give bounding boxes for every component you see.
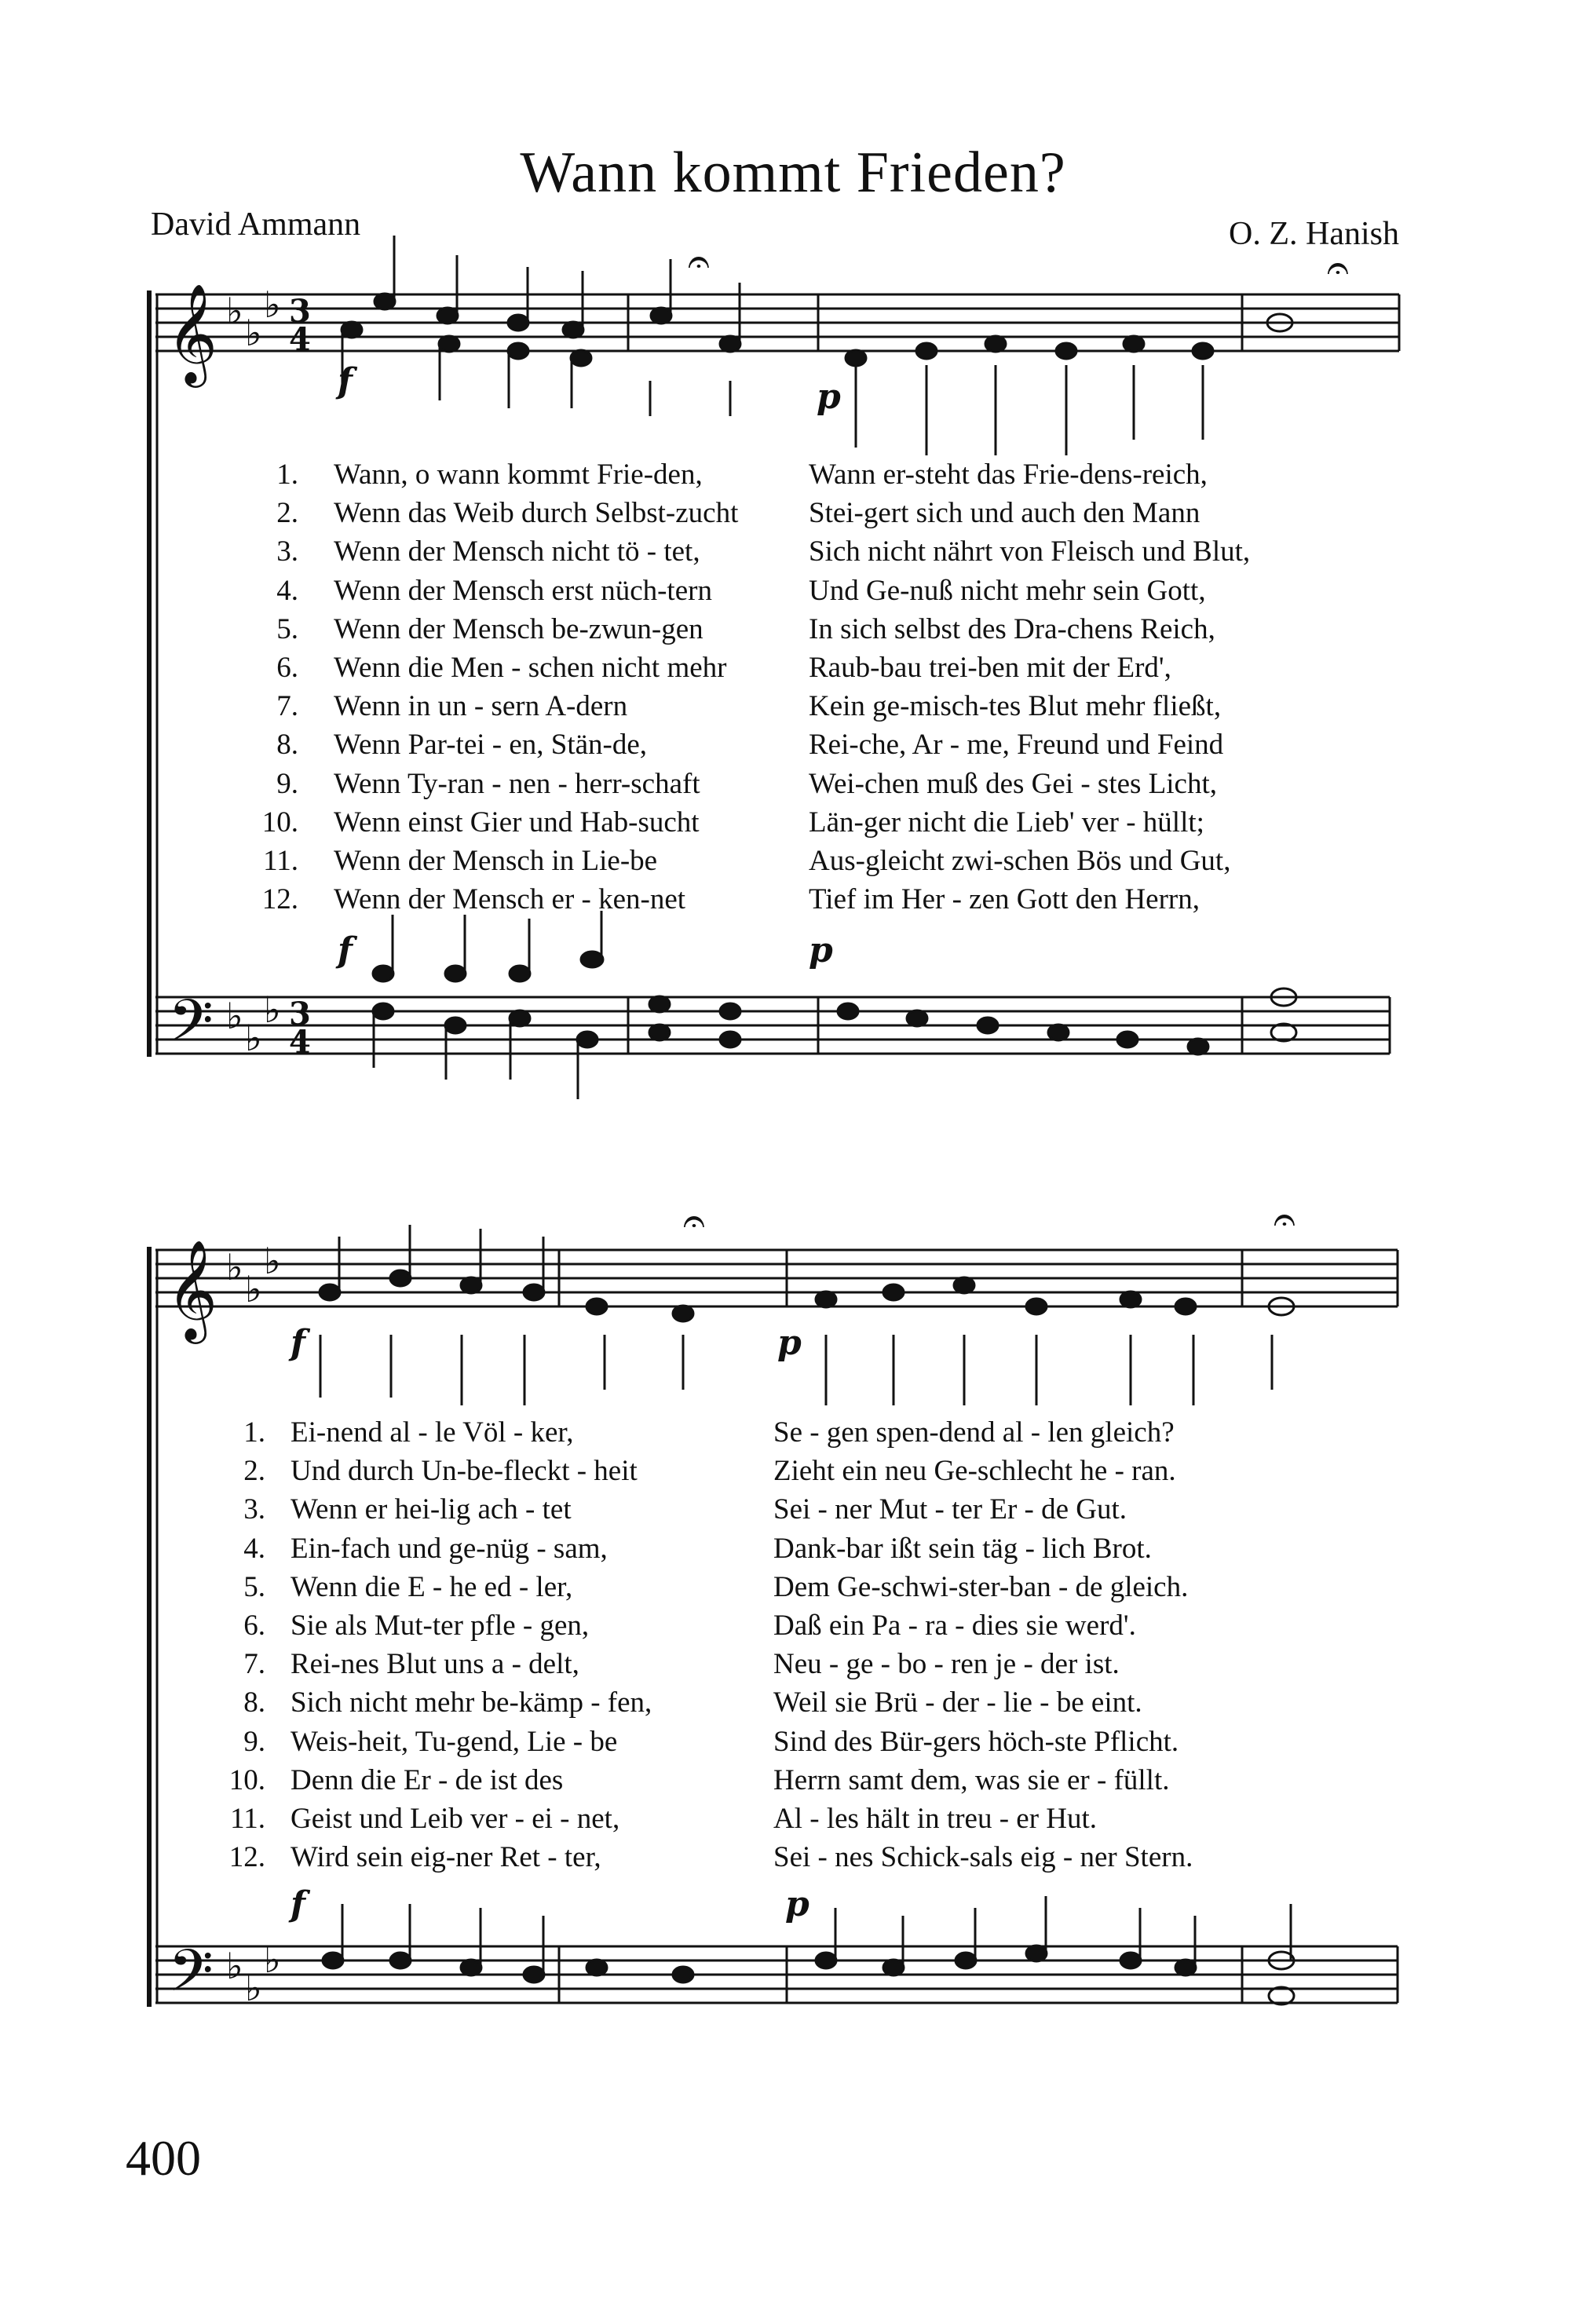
svg-text:𝄐: 𝄐 (683, 1198, 705, 1244)
piano-mark: p (817, 377, 841, 417)
piano-mark: p (785, 1884, 809, 1924)
treble-clef-icon: 𝄞 (166, 1239, 218, 1339)
treble-staff-2 (155, 1250, 1398, 1306)
svg-text:♭: ♭ (226, 290, 243, 332)
composer-credit: David Ammann (151, 206, 361, 243)
svg-text:𝄐: 𝄐 (1327, 245, 1349, 290)
hymn-title: Wann kommt Frieden? (520, 141, 1066, 205)
svg-text:3: 3 (289, 996, 311, 1032)
verse-numbers-1: 1. 2. 3. 4. 5. 6. 7. 8. 9. 10. 11. 12. (261, 459, 298, 916)
lyrics-system2-col-b: Se - gen spen-dend al - len gleich? Zieht ein neu Ge-schlecht he - ran. Sei - ner Mut - ter Er - de Gut. Dank-bar ißt sein täg - lich Brot. Dem Ge-schwi-ster-ban - de gleich. Daß ein Pa - ra - dies sie werd'. Neu - ge - bo - ren je - der ist. Weil sie Brü - der - lie - be eint. Sind des Bür-gers höch-ste Pflicht. Herrn samt dem, was sie er - füllt. Al - les hält in treu - er Hut. Sei - nes Schick-sals eig - ner Stern. (773, 1416, 1193, 1874)
page-number: 400 (126, 2130, 201, 2186)
lyrics-system2-col-a: Ei-nend al - le Völ - ker, Und durch Un-be-fleckt - heit Wenn er hei-lig ach - tet Ein-fach und ge-nüg - sam, Wenn die E - he ed - ler, Sie als Mut-ter pfle - gen, Rei-nes Blut uns a - delt, Sich nicht mehr be-kämp - fen, Weis-heit, Tu-gend, Lie - be Denn die Er - de ist des Geist und Leib ver - ei - net, Wird sein eig-ner Ret - ter, (291, 1416, 652, 1874)
svg-text:4: 4 (289, 1024, 311, 1061)
svg-text:♭: ♭ (264, 1938, 281, 1981)
svg-text:4: 4 (289, 321, 311, 358)
piano-mark: p (809, 930, 833, 970)
svg-text:𝄐: 𝄐 (688, 239, 710, 284)
piano-mark: p (777, 1323, 802, 1363)
svg-text:♭: ♭ (264, 283, 281, 326)
svg-text:♭: ♭ (245, 1268, 262, 1310)
svg-text:♭: ♭ (264, 1240, 281, 1282)
forte-mark: f (291, 1884, 305, 1924)
svg-text:♭: ♭ (226, 1945, 243, 1987)
svg-text:𝄐: 𝄐 (1274, 1197, 1295, 1242)
lyricist-credit: O. Z. Hanish (1229, 216, 1399, 252)
svg-text:♭: ♭ (226, 1246, 243, 1288)
bass-clef-icon: 𝄢 (168, 1937, 214, 2019)
verse-numbers-2: 1. 2. 3. 4. 5. 6. 7. 8. 9. 10. 11. 12. (228, 1416, 265, 1874)
lyrics-system1-col-b: Wann er-steht das Frie-dens-reich, Stei-gert sich und auch den Mann Sich nicht nährt von Fleisch und Blut, Und Ge-nuß nicht mehr sein Gott, In sich selbst des Dra-chens Reich, Raub-bau trei-ben mit der Erd', Kein ge-misch-tes Blut mehr fließt, Rei-che, Ar - me, Freund und Feind Wei-chen muß des Gei - stes Licht, Län-ger nicht die Lieb' ver - hüllt; Aus-gleicht zwi-schen Bös und Gut, Tief im Her - zen Gott den Herrn, (809, 459, 1251, 916)
svg-text:♭: ♭ (245, 1967, 262, 2009)
bass-clef-icon: 𝄢 (168, 987, 214, 1069)
svg-text:♭: ♭ (245, 312, 262, 354)
treble-clef-icon: 𝄞 (166, 283, 218, 383)
svg-text:♭: ♭ (245, 1017, 262, 1059)
svg-text:♭: ♭ (264, 988, 281, 1031)
lyrics-system1-col-a: Wann, o wann kommt Frie-den, Wenn das Weib durch Selbst-zucht Wenn der Mensch nicht tö - tet, Wenn der Mensch erst nüch-tern Wenn der Mensch be-zwun-gen Wenn die Men - schen nicht mehr Wenn in un - sern A-dern Wenn Par-tei - en, Stän-de, Wenn Ty-ran - nen - herr-schaft Wenn einst Gier und Hab-sucht Wenn der Mensch in Lie-be Wenn der Mensch er - ken-net (334, 459, 739, 916)
svg-text:3: 3 (289, 293, 311, 330)
forte-mark: f (338, 361, 353, 401)
forte-mark: f (338, 930, 353, 970)
svg-text:♭: ♭ (226, 995, 243, 1037)
forte-mark: f (291, 1323, 305, 1363)
